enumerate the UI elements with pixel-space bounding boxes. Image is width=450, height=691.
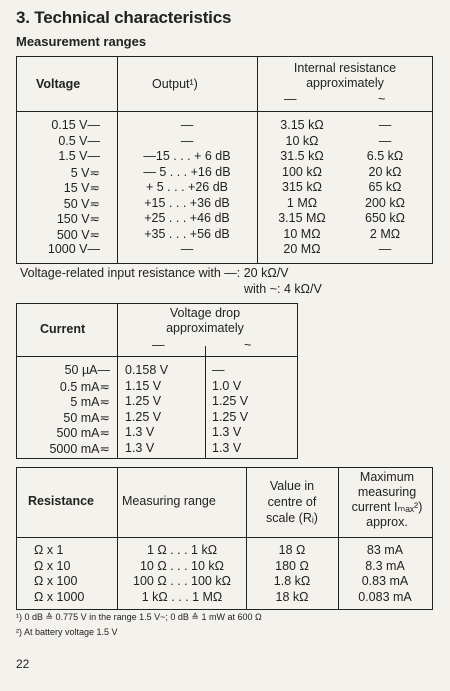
voltage-range-cell: 150 V≂ xyxy=(56,212,100,226)
measuring-range-header: Measuring range xyxy=(122,494,216,508)
voltage-range-cell: 50 V≂ xyxy=(63,196,100,211)
current-range-cell: 0.5 mA≂ xyxy=(59,379,110,394)
current-dc-cell: 1.25 V xyxy=(125,409,162,424)
current-ac-cell: 1.3 V xyxy=(212,440,242,455)
output-cell: — xyxy=(180,133,194,148)
resistance-dc-cell: 315 kΩ xyxy=(282,180,322,194)
output-cell: +15 . . . +36 dB xyxy=(144,195,230,210)
resistance-ac-cell: 6.5 kΩ xyxy=(366,149,404,163)
voltage-range-cell: 0.5 V— xyxy=(58,133,100,148)
current-ac-symbol: ~ xyxy=(244,338,252,352)
measuring-range-cell: 1 kΩ . . . 1 MΩ xyxy=(141,589,223,604)
resistance-dc-cell: 3.15 MΩ xyxy=(278,211,326,225)
centre-scale-cell: 1.8 kΩ xyxy=(273,574,311,588)
centre-scale-header: Value in centre of scale (Rᵢ) xyxy=(266,479,318,525)
current-range-cell: 5 mA≂ xyxy=(70,395,110,409)
output-header: Output¹) xyxy=(152,77,198,91)
current-ac-cell: 1.25 V xyxy=(212,394,249,408)
resistance-range-cell: Ω x 1000 xyxy=(34,589,85,604)
resistance-range-cell: Ω x 10 xyxy=(34,558,71,573)
output-cell: — 5 . . . +16 dB xyxy=(143,164,231,179)
max-current-header: Maximum measuring current Iₘₐₓ²) approx. xyxy=(351,470,423,529)
current-ac-cell: 1.3 V xyxy=(212,425,242,439)
ac-symbol: ~ xyxy=(378,92,386,106)
current-dc-cell: 1.3 V xyxy=(125,440,155,455)
current-range-cell: 50 mA≂ xyxy=(63,410,110,425)
resistance-ac-cell: 2 MΩ xyxy=(369,226,401,241)
current-ac-cell: 1.25 V xyxy=(212,409,249,424)
current-ac-cell: — xyxy=(212,363,225,377)
resistance-dc-cell: 100 kΩ xyxy=(282,164,322,179)
output-cell: +25 . . . +46 dB xyxy=(144,211,230,225)
input-resistance-note: Voltage-related input resistance with —: 20 kΩ/V xyxy=(20,266,289,280)
resistance-range-cell: Ω x 100 xyxy=(34,574,78,588)
resistance-ac-cell: — xyxy=(378,118,392,132)
resistance-dc-cell: 3.15 kΩ xyxy=(280,118,324,132)
section-subtitle: Measurement ranges xyxy=(16,34,147,49)
current-dc-cell: 1.15 V xyxy=(125,378,162,393)
voltage-range-cell: 0.15 V— xyxy=(51,118,100,132)
current-ac-cell: 1.0 V xyxy=(212,378,242,393)
resistance-dc-cell: 31.5 kΩ xyxy=(280,149,324,163)
voltage-header: Voltage xyxy=(36,77,81,91)
voltage-range-cell: 500 V≂ xyxy=(56,227,100,242)
voltage-range-cell: 15 V≂ xyxy=(63,181,100,195)
output-cell: +35 . . . +56 dB xyxy=(144,226,230,241)
footnote-2: ²) At battery voltage 1.5 V xyxy=(16,627,118,637)
resistance-header: Resistance xyxy=(28,494,95,508)
resistance-ac-cell: 650 kΩ xyxy=(365,211,405,225)
current-header: Current xyxy=(40,322,86,336)
resistance-ac-cell: — xyxy=(378,242,392,256)
max-current-cell: 8.3 mA xyxy=(365,558,405,573)
measuring-range-cell: 1 Ω . . . 1 kΩ xyxy=(146,543,218,557)
resistance-dc-cell: 20 MΩ xyxy=(283,242,321,256)
input-resistance-note-ac: with ~: 4 kΩ/V xyxy=(244,282,322,296)
current-dc-cell: 0.158 V xyxy=(125,363,169,377)
voltage-range-cell: 1.5 V— xyxy=(58,149,100,163)
output-cell: — xyxy=(180,242,194,256)
centre-scale-cell: 180 Ω xyxy=(275,558,309,573)
resistance-ac-cell: 200 kΩ xyxy=(365,195,405,210)
voltage-range-cell: 5 V≂ xyxy=(70,165,100,180)
resistance-ac-cell: 20 kΩ xyxy=(368,164,402,179)
max-current-cell: 83 mA xyxy=(366,543,404,557)
measuring-range-cell: 10 Ω . . . 10 kΩ xyxy=(139,558,224,573)
resistance-dc-cell: 10 kΩ xyxy=(285,133,319,148)
page-number: 22 xyxy=(16,657,30,671)
current-range-cell: 500 mA≂ xyxy=(56,426,110,440)
max-current-cell: 0.083 mA xyxy=(358,589,412,604)
resistance-ac-cell: 65 kΩ xyxy=(368,180,402,194)
dc-symbol: — xyxy=(284,92,297,106)
current-dc-symbol: — xyxy=(152,338,165,352)
section-title: 3. Technical characteristics xyxy=(16,8,232,27)
max-current-cell: 0.83 mA xyxy=(361,574,409,588)
centre-scale-cell: 18 kΩ xyxy=(275,589,309,604)
output-cell: + 5 . . . +26 dB xyxy=(145,180,228,194)
current-range-cell: 5000 mA≂ xyxy=(49,441,110,456)
output-cell: —15 . . . + 6 dB xyxy=(143,149,231,163)
resistance-range-cell: Ω x 1 xyxy=(34,543,64,557)
internal-resistance-header: Internal resistance approximately xyxy=(293,61,397,90)
current-dc-cell: 1.25 V xyxy=(125,394,162,408)
current-range-cell: 50 µA— xyxy=(64,363,110,377)
centre-scale-cell: 18 Ω xyxy=(278,543,306,557)
output-cell: — xyxy=(180,118,194,132)
measuring-range-cell: 100 Ω . . . 100 kΩ xyxy=(133,574,231,588)
resistance-ac-cell: — xyxy=(378,133,392,148)
voltage-range-cell: 1000 V— xyxy=(47,242,100,256)
voltage-drop-header: Voltage drop approximately xyxy=(166,306,244,335)
resistance-dc-cell: 10 MΩ xyxy=(283,226,321,241)
current-dc-cell: 1.3 V xyxy=(125,425,155,439)
resistance-dc-cell: 1 MΩ xyxy=(286,195,318,210)
footnote-1: ¹) 0 dB ≙ 0.775 V in the range 1.5 V~; 0 dB ≙ 1 mW at 600 Ω xyxy=(16,612,262,622)
